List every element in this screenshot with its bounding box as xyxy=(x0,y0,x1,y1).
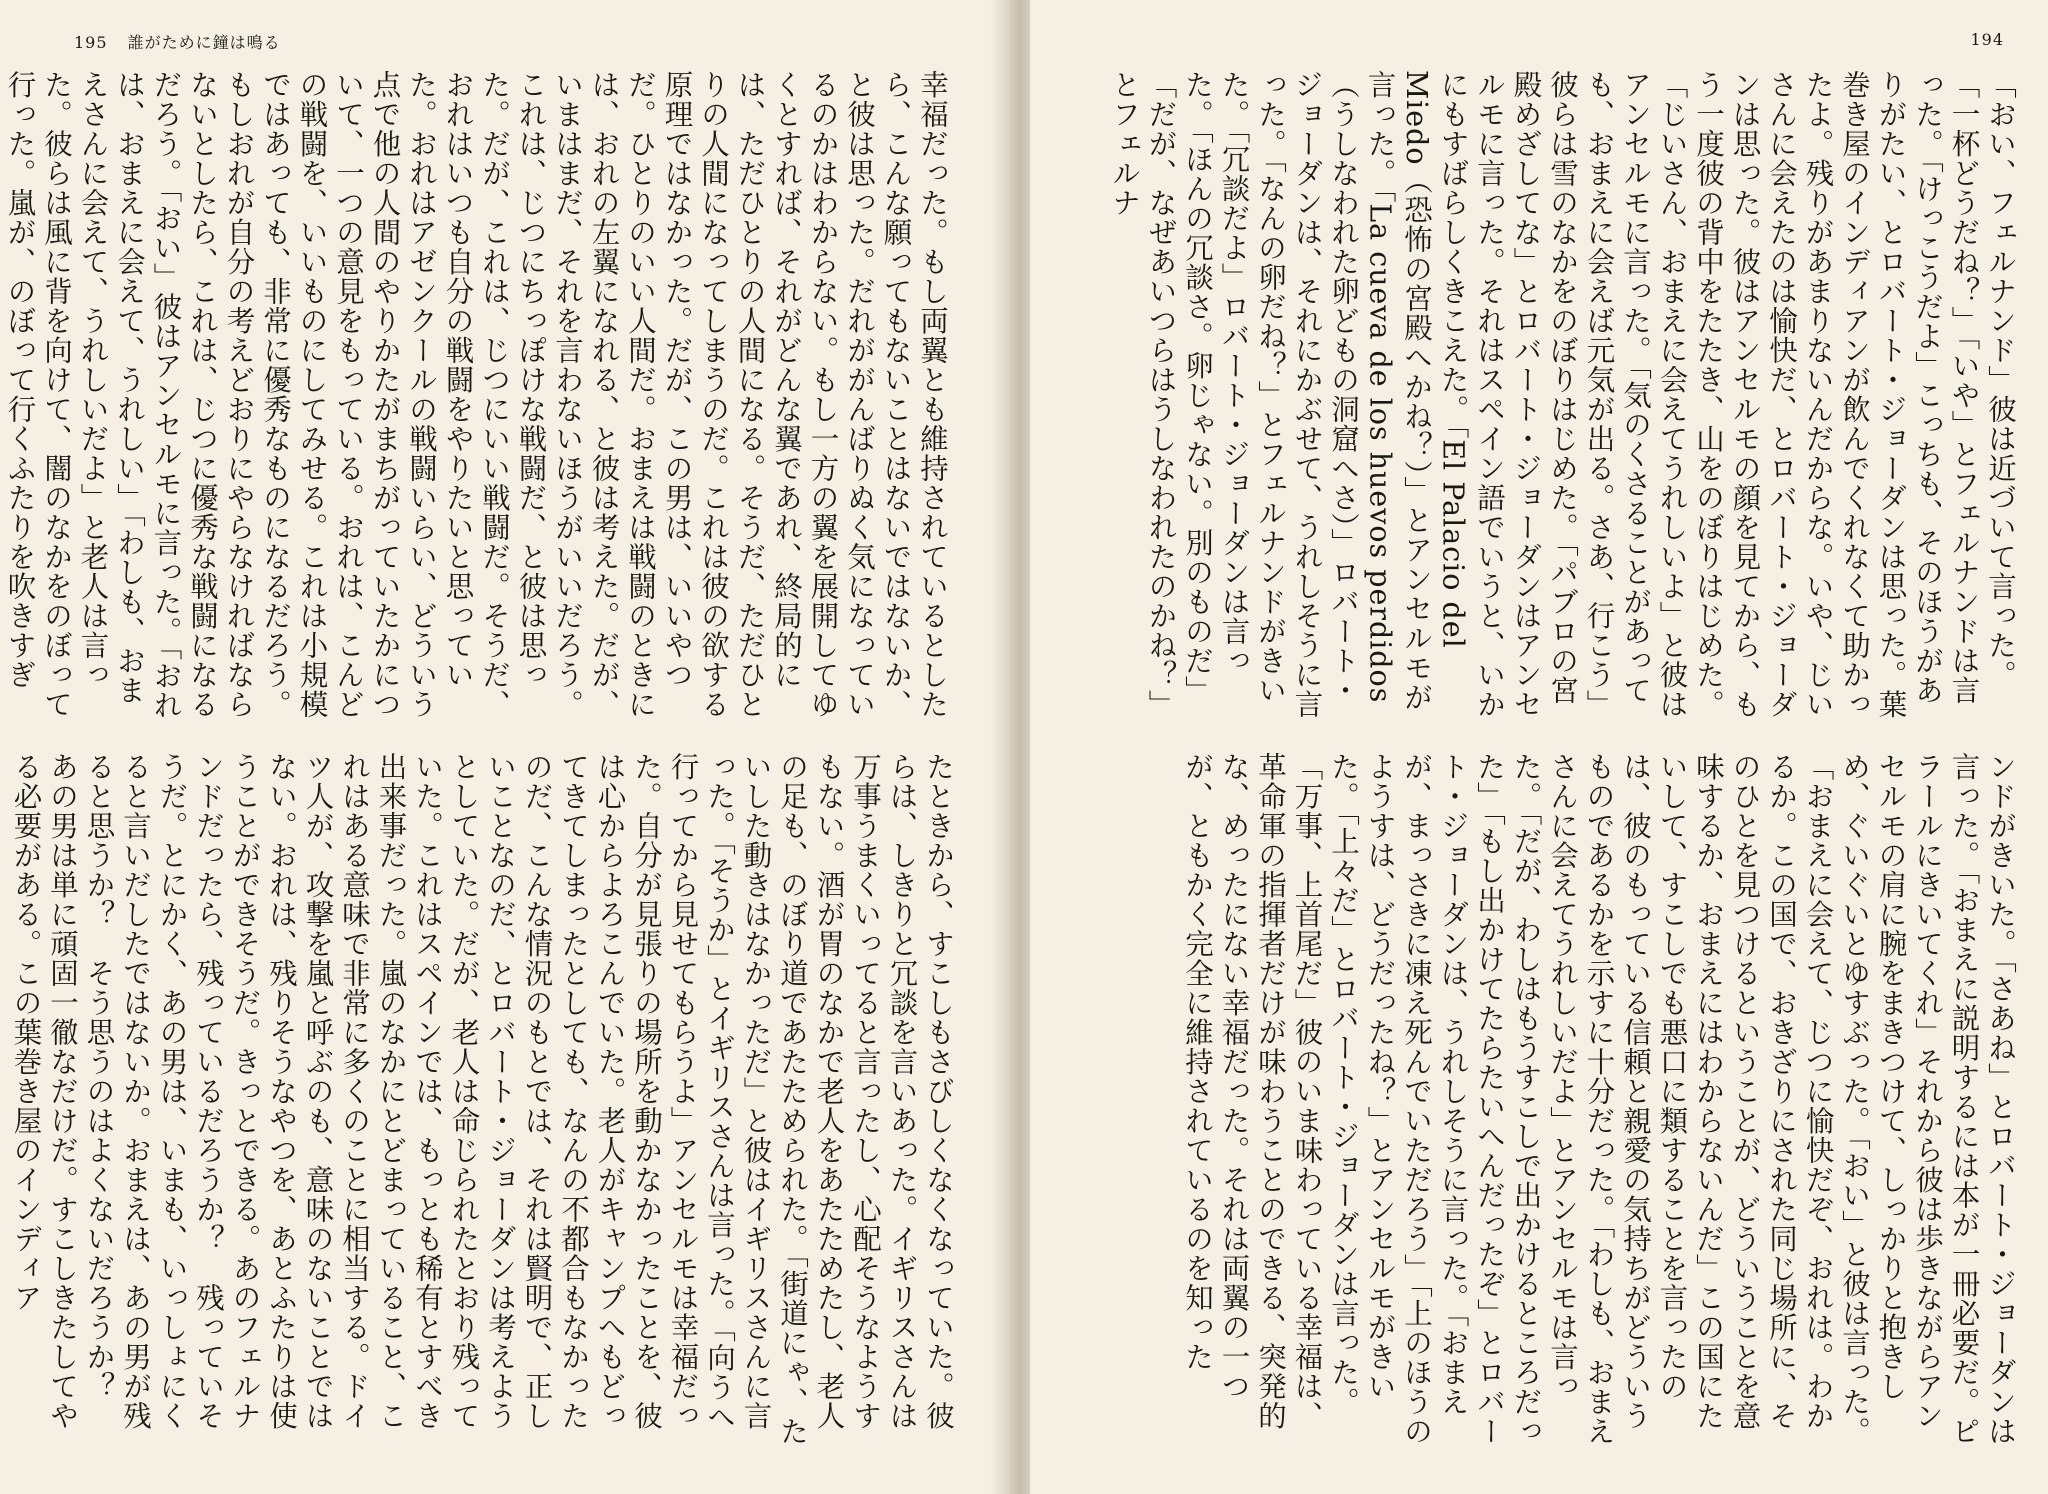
right-page xyxy=(1030,0,2048,1494)
page-number: 194 xyxy=(1970,30,2004,49)
left-bottom-text-block: たときから、すこしもさびしくなくなっていた。彼らは、しきりと冗談を言いあった。イギリスさんは万事うまくいってると言ったし、心配そうなようすもない。酒が胃のなかで老人をあたためたし、老人の足も、のぼり道であたためられた。「街道にゃ、たいした動きはなかっただ」と彼はイギリスさんに言った。「そうか」とイギリスさんは言った。「向うへ行ってから見せてもらうよ」アンセルモは幸福だった。自分が見張りの場所を動かなかったことを、彼は心からよろこんでいた。老人がキャンプへもどってきてしまったとしても、なんの不都合もなかったのだ、こんな情況のもとでは、それは賢明で、正しいことなのだ、とロバート・ジョーダンは考えようとしていた。だが、老人は命じられたとおり残っていた。これはスペインでは、もっとも稀有とすべき出来事だった。嵐のなかにとどまっていること、これはある意味で非常に多くのことに相当する。ドイツ人が、攻撃を嵐と呼ぶのも、意味のないことではない。おれは、残りそうなやつを、あとふたりは使うことができそうだ。きっとできる。あのフェルナンドだったら、残っているだろうか？ 残っていそうだ。とにかく、あの男は、いまも、いっしょにくると言いだしたではないか。おまえは、あの男が残ると思うか？ そう思うのはよくないだろうか？ あの男は単に頑固一徹なだけだ。すこしきたしてやる必要がある。この葉巻き屋のインディア xyxy=(9,752,955,1446)
left-page xyxy=(0,0,1010,1494)
right-page-header xyxy=(1970,30,2004,49)
left-page-header xyxy=(74,30,281,53)
right-bottom-text-block: ンドがきいた。「さあね」とロバート・ジョーダンは言った。「おまえに説明するには本が一冊必要だ。ピラールにきいてくれ」それから彼は歩きながらアンセルモの肩に腕をまきつけて、しっかりと抱きしめ、ぐいぐいとゆすぶった。「おい」と彼は言った。「おまえに会えて、じつに愉快だぞ、おれは。わかるか。この国で、おきざりにされた同じ場所に、そのひとを見つけるということが、どういうことを意味するか、おまえにはわからないんだ」この国にたいして、すこしでも悪口に類することを言ったのは、彼のもっている信頼と親愛の気持ちがどういうものであるかを示すに十分だった。「わしも、おまえさんに会えてうれしいだよ」とアンセルモは言った。「だが、わしはもうすこしで出かけるところだった」「もし出かけてたらたいへんだったぞ」とロバート・ジョーダンは、うれしそうに言った。「おまえが、まっさきに凍え死んでいただろう」「上のほうのようすは、どうだったね？」とアンセルモがきいた。「上々だ」とロバート・ジョーダンは言った。「万事、上首尾だ」彼のいま味わっている幸福は、革命軍の指揮者だけが味わうことのできる、突発的な、めったにない幸福だった。それは両翼の一つが、ともかく完全に維持されているのを知った xyxy=(1181,752,2017,1446)
left-top-text-block: 幸福だった。もし両翼とも維持されているとしたら、こんな願ってもないことはないではないか、と彼は思った。だれががんばりぬく気になっているのかはわからない。もし一方の翼を展開してゆくとすれば、それがどんな翼であれ、終局的には、ただひとりの人間になる。そうだ、ただひとりの人間になってしまうのだ。これは彼の欲する原理ではなかった。だが、この男は、いいやつだ。ひとりのいい人間だ。おまえは戦闘のときには、おれの左翼になれる、と彼は考えた。だが、いまはまだ、それを言わないほうがいいだろう。これは、じつにちっぽけな戦闘だ、と彼は思った。だが、これは、じつにいい戦闘だ。そうだ、おれはいつも自分の戦闘をやりたいと思っていた。おれはアゼンクールの戦闘いらい、どういう点で他の人間のやりかたがまちがっていたかについて、一つの意見をもっている。おれは、こんどの戦闘を、いいものにしてみせる。これは小規模ではあっても、非常に優秀なものになるだろう。もしおれが自分の考えどおりにやらなければならないとしたら、これは、じつに優秀な戦闘になるだろう。「おい」彼はアンセルモに言った。「おれは、おまえに会えて、うれしい」「わしも、おまえさんに会えて、うれしいだよ」と老人は言った。彼らは風に背を向けて、闇のなかをのぼって行った。嵐が、のぼって行くふたりを吹きすぎ xyxy=(3,70,949,720)
right-top-text-block: 「おい、フェルナンド」彼は近づいて言った。「一杯どうだね？」「いや」とフェルナンドは言った。「けっこうだよ」こっちも、そのほうがありがたい、とロバート・ジョーダンは思った。葉巻き屋のインディアンが飲んでくれなくて助かったよ。残りがあまりないんだからな。いや、じいさんに会えたのは愉快だ、とロバート・ジョーダンは思った。彼はアンセルモの顔を見てから、もう一度彼の背中をたたき、山をのぼりはじめた。「じいさん、おまえに会えてうれしいよ」と彼はアンセルモに言った。「気のくさることがあっても、おまえに会えば元気が出る。さあ、行こう」彼らは雪のなかをのぼりはじめた。「パブロの宮殿めざしてな」とロバート・ジョーダンはアンセルモに言った。それはスペイン語でいうと、いかにもすばらしくきこえた。「El Palacio del Miedo（恐怖の宮殿へかね？）」とアンセルモが言った。「La cueva de los huevos perdidos（うしなわれた卵どもの洞窟へさ）」ロバート・ジョーダンは、それにかぶせて、うれしそうに言った。「なんの卵だね？」とフェルナンドがきいた。「冗談だよ」ロバート・ジョーダンは言った。「ほんの冗談さ。卵じゃない。別のものだ」「だが、なぜあいつらはうしなわれたのかね？」とフェルナ xyxy=(1108,70,2017,719)
running-title: 誰がために鐘は鳴る xyxy=(127,33,281,52)
page-number: 195 xyxy=(74,33,108,52)
